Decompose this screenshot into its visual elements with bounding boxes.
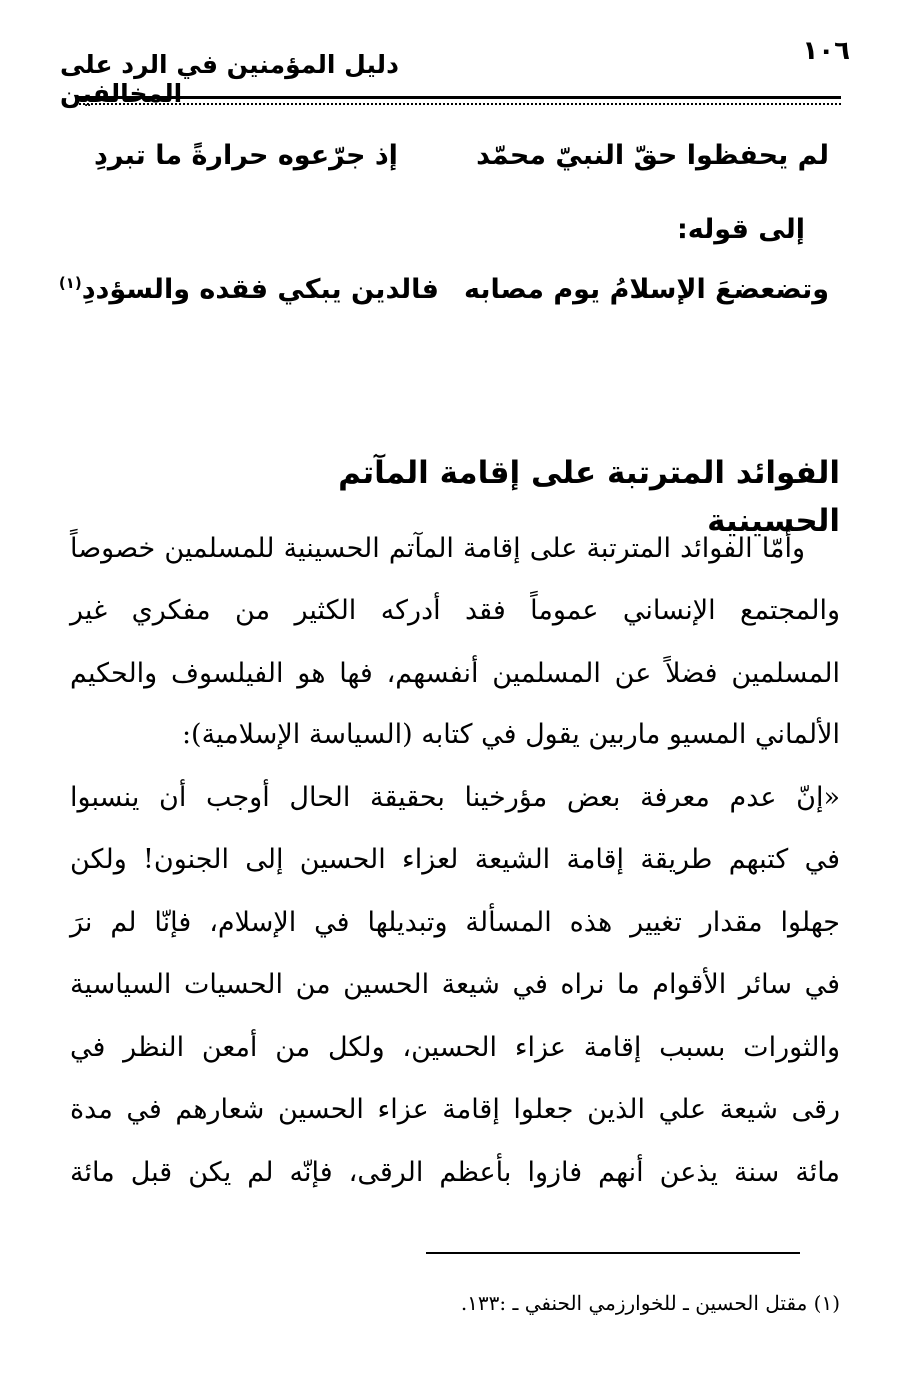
paragraph-line: «إنّ عدم معرفة بعض مؤرخينا بحقيقة الحال أوجب أن ينسبوا xyxy=(70,782,840,813)
header-rule xyxy=(75,96,841,99)
verse2-first-hemistich: وتضعضعَ الإسلامُ يوم مصابه xyxy=(463,274,829,305)
paragraph-line: والثورات بسبب إقامة عزاء الحسين، ولكل من أمعن النظر في xyxy=(70,1032,840,1063)
running-title: دليل المؤمنين في الرد على المخالفين xyxy=(60,50,399,108)
verse1-second-hemistich: إذ جرّعوه حرارةً ما تبردِ xyxy=(94,140,398,171)
paragraph-line: والمجتمع الإنساني عموماً فقد أدركه الكثير من مفكري غير xyxy=(70,595,840,626)
footnote: (١) مقتل الحسين ـ للخوارزمي الحنفي ـ :١٣٣. xyxy=(460,1291,840,1315)
verse1-first-hemistich: لم يحفظوا حقّ النبيّ محمّد xyxy=(476,140,829,171)
footnote-rule xyxy=(426,1252,800,1254)
paragraph-line: في كتبهم طريقة إقامة الشيعة لعزاء الحسين إلى الجنون! ولكن xyxy=(70,844,840,875)
paragraph-line: المسلمين فضلاً عن المسلمين أنفسهم، فها هو الفيلسوف والحكيم xyxy=(70,658,840,689)
paragraph-line: الألماني المسيو ماربين يقول في كتابه (السياسة الإسلامية): xyxy=(181,719,840,750)
footnote-marker: (١) xyxy=(58,274,82,292)
paragraph-line: رقى شيعة علي الذين جعلوا إقامة عزاء الحسين شعارهم في مدة xyxy=(70,1094,840,1125)
section-heading: الفوائد المترتبة على إقامة المآتم الحسينية xyxy=(338,455,840,539)
verse2-second-text: فالدين يبكي فقده والسؤددِ xyxy=(81,274,439,305)
page-number: ١٠٦ xyxy=(802,36,850,66)
verse2-second-hemistich xyxy=(58,270,439,310)
verse-connector: إلى قوله: xyxy=(676,214,805,245)
header-dotted-rule xyxy=(75,103,841,105)
paragraph-line: جهلوا مقدار تغيير هذه المسألة وتبديلها في الإسلام، فإنّا لم نرَ xyxy=(70,907,840,938)
paragraph-line: في سائر الأقوام ما نراه في شيعة الحسين من الحسيات السياسية xyxy=(70,969,840,1000)
paragraph-line: مائة سنة يذعن أنهم فازوا بأعظم الرقى، فإنّه لم يكن قبل مائة xyxy=(70,1157,840,1188)
paragraph-line: وأمّا الفوائد المترتبة على إقامة المآتم الحسينية للمسلمين خصوصاً xyxy=(70,533,805,564)
